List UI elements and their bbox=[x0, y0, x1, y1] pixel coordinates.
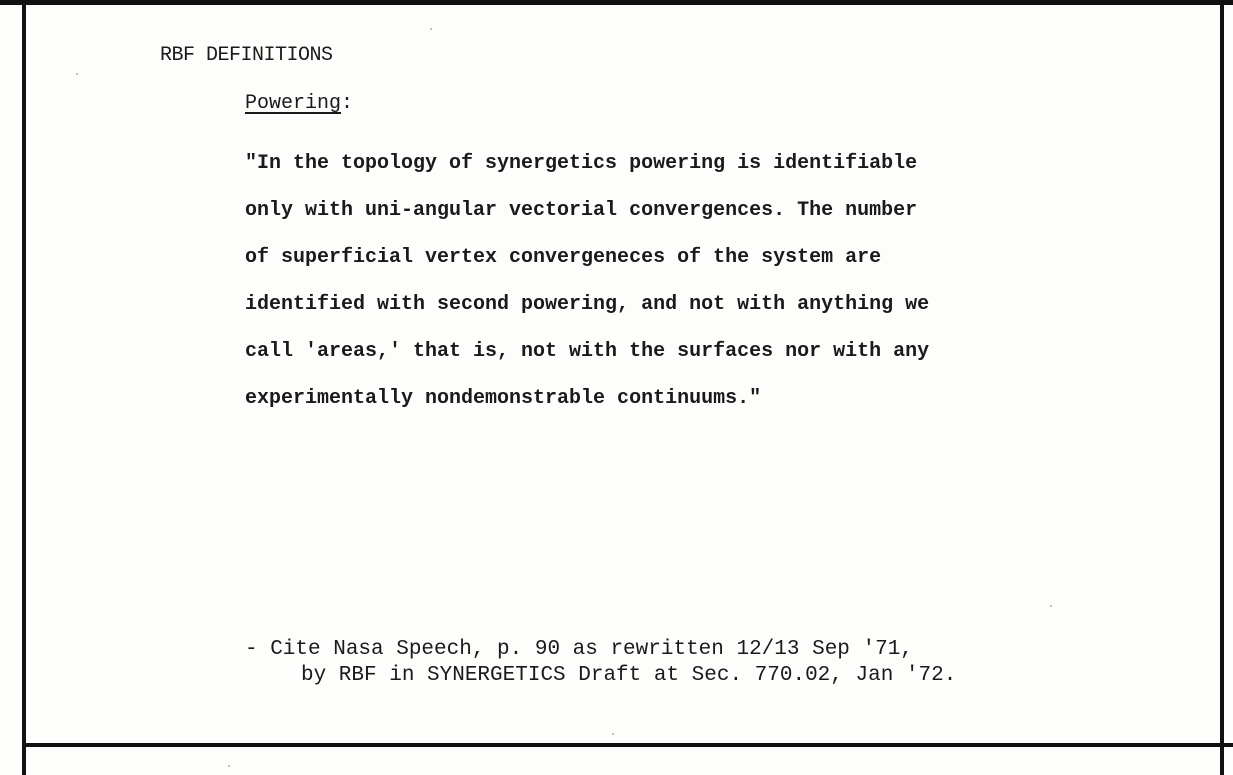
quote-line: of superficial vertex convergeneces of the system are bbox=[245, 246, 882, 269]
term-word: Powering bbox=[245, 92, 342, 115]
paper-speck bbox=[612, 733, 614, 735]
quote-line: identified with second powering, and not with anything we bbox=[245, 293, 930, 316]
paper-speck bbox=[430, 28, 432, 30]
card-left-border bbox=[22, 0, 26, 775]
paper-speck bbox=[76, 73, 78, 75]
quote-line: only with uni-angular vectorial convergences. The number bbox=[245, 199, 918, 222]
definition-quote bbox=[245, 140, 929, 422]
quote-line: "In the topology of synergetics powering is identifiable bbox=[245, 152, 918, 175]
quote-line: call 'areas,' that is, not with the surfaces nor with any bbox=[245, 340, 930, 363]
card-heading: RBF DEFINITIONS bbox=[160, 44, 333, 67]
card-top-border bbox=[0, 0, 1233, 5]
quote-line: experimentally nondemonstrable continuums." bbox=[245, 387, 762, 410]
card-right-border bbox=[1220, 0, 1224, 775]
citation-line-2: by RBF in SYNERGETICS Draft at Sec. 770.02, Jan '72. bbox=[301, 664, 957, 687]
citation bbox=[245, 637, 956, 689]
term-colon: : bbox=[341, 92, 354, 115]
paper-speck bbox=[228, 765, 230, 767]
paper-speck bbox=[1050, 605, 1052, 607]
citation-line-1: - Cite Nasa Speech, p. 90 as rewritten 12/13 Sep '71, bbox=[245, 638, 913, 661]
term-label bbox=[245, 92, 353, 115]
card-bottom-border bbox=[22, 743, 1233, 747]
